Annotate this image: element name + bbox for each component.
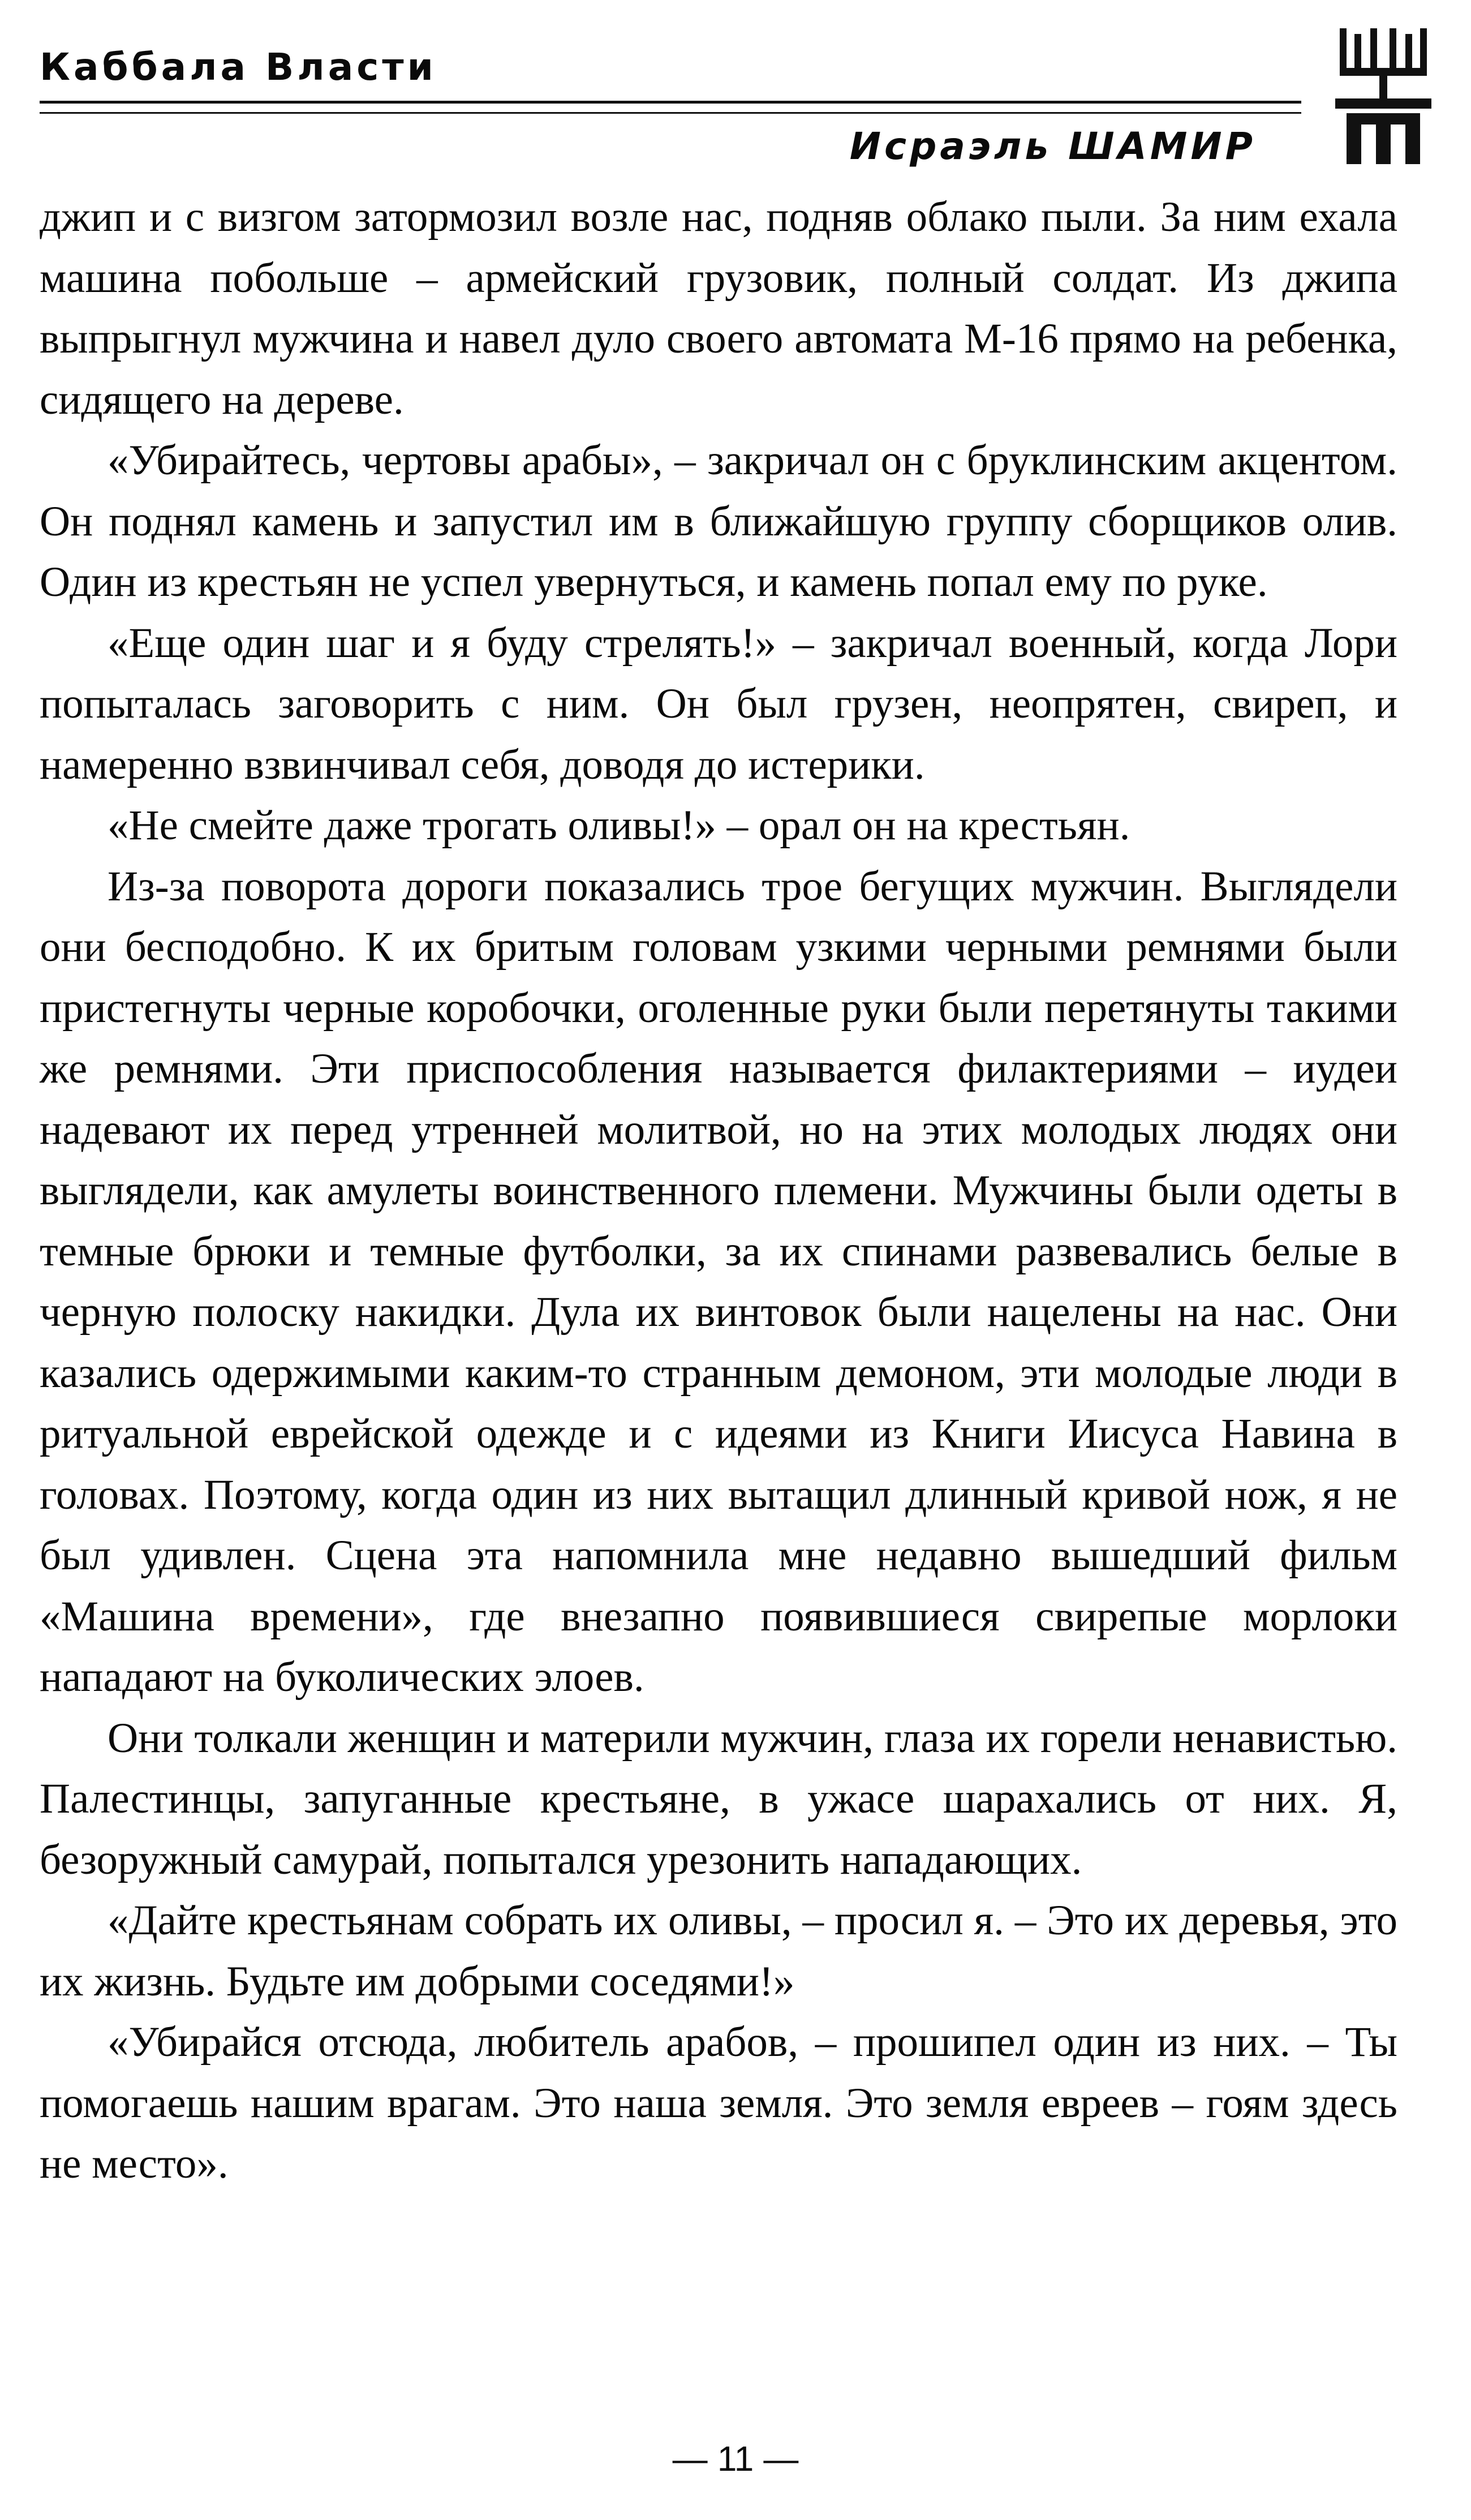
header-rule-thin [40,112,1301,114]
book-title: Каббала Власти [40,45,437,89]
menorah-icon [1335,28,1431,164]
paragraph: «Еще один шаг и я буду стрелять!» – закричал военный, когда Лори попыталась заговорить с ним. Он был грузен, неопрятен, свиреп, и намеренно взвинчивал себя, доводя до истерики. [40,619,1397,788]
paragraph: «Не смейте даже трогать оливы!» – орал он на крестьян. [107,802,1130,849]
running-header [40,28,1431,168]
paragraph: «Убирайтесь, чертовы арабы», – закричал он с бруклинским акцентом. Он поднял камень и запустил им в ближайшую группу сборщиков олив. Один из крестьян не успел увернуться, и камень попал ему по руке. [40,437,1397,606]
paragraph: «Убирайся отсюда, любитель арабов, – прошипел один из них. – Ты помогаешь нашим врагам. Это наша земля. Это земля евреев – гоям здесь не место». [40,2019,1397,2187]
paragraph: Они толкали женщин и материли мужчин, глаза их горели ненавистью. Палестинцы, запуганные крестьяне, в ужасе шарахались от них. Я, безоружный самурай, попытался урезонить нападающих. [40,1714,1397,1883]
paragraph: джип и с визгом затормозил возле нас, подняв облако пыли. За ним ехала машина побольше – армейский грузовик, полный солдат. Из джипа выпрыгнул мужчина и навел дуло своего автомата М-16 прямо на ребенка, сидящего на дереве. [40,194,1397,423]
author-name: Исраэль ШАМИР [849,125,1256,168]
paragraph: «Дайте крестьянам собрать их оливы, – просил я. – Это их деревья, это их жизнь. Будьте им добрыми соседями!» [40,1897,1397,2005]
page-body [40,187,1397,2195]
header-rule-thick [40,101,1301,104]
page-number: — 11 — [672,2440,799,2479]
paragraph: Из-за поворота дороги показались трое бегущих мужчин. Выглядели они бесподобно. К их бритым головам узкими черными ремнями были пристегнуты черные коробочки, оголенные руки были перетянуты такими же ремнями. Эти приспособления называется филактериями – иудеи надевают их перед утренней молитвой, но на этих молодых людях они выглядели, как амулеты воинственного племени. Мужчины были одеты в темные брюки и темные футболки, за их спинами развевались белые в черную полоску накидки. Дула их винтовок были нацелены на нас. Они казались одержимыми каким-то странным демоном, эти молодые люди в ритуальной еврейской одежде и с идеями из Книги Иисуса Навина в головах. Поэтому, когда один из них вытащил длинный кривой нож, я не был удивлен. Сцена эта напомнила мне недавно вышедший фильм «Машина времени», где внезапно появившиеся свирепые морлоки нападают на буколических элоев. [40,862,1397,1701]
